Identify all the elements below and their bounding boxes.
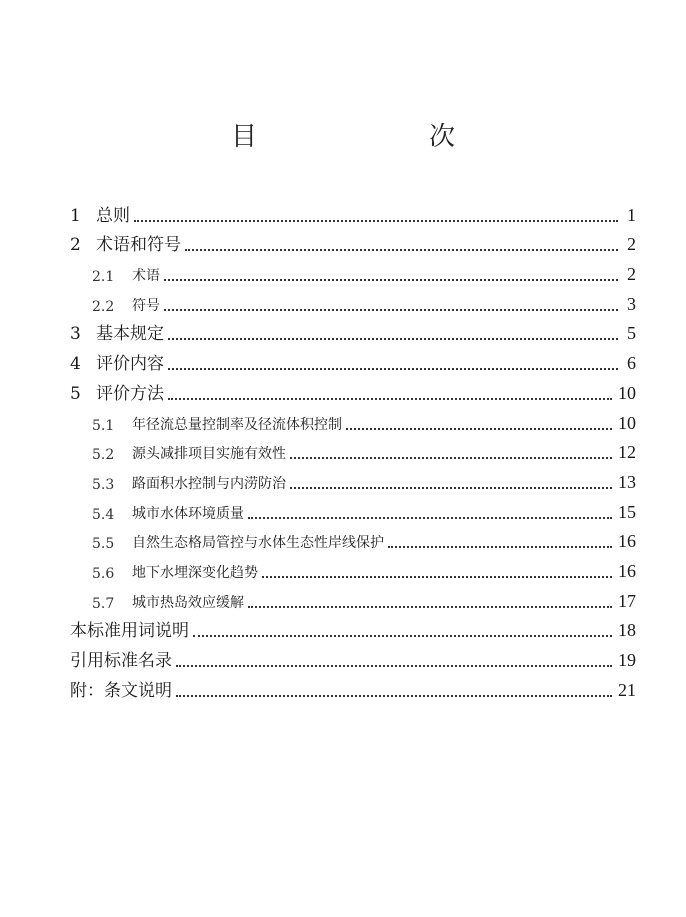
leader-dots	[176, 648, 612, 667]
toc-entry-page: 13	[618, 471, 636, 492]
toc-entry-number: 2	[70, 235, 81, 256]
leader-dots	[185, 232, 618, 251]
toc-entry-label: 城市水体环境质量	[132, 505, 244, 522]
leader-dots	[176, 678, 612, 697]
toc-entry-2-1[interactable]	[70, 255, 636, 285]
toc-entry-page: 15	[618, 501, 636, 522]
toc-entry-label: 评价内容	[96, 354, 164, 375]
toc-entry-page: 3	[627, 293, 636, 314]
toc-entry-page: 12	[618, 442, 636, 463]
toc-entry-number: 2.1	[92, 269, 115, 286]
toc-entry-number: 5.3	[92, 476, 115, 493]
toc-entry-label: 总则	[96, 205, 130, 226]
toc-entry-label: 符号	[132, 297, 160, 314]
toc-entry-page: 1	[627, 204, 636, 225]
page-title: 目 次	[230, 122, 495, 152]
toc-entry-label: 城市热岛效应缓解	[132, 594, 244, 611]
toc-entry-page: 2	[627, 234, 636, 255]
toc-entry-number: 5.5	[92, 536, 115, 553]
toc-entry-number: 3	[70, 324, 81, 345]
toc-entry-label: 评价方法	[96, 383, 164, 404]
leader-dots	[134, 203, 618, 222]
toc-entry-number: 5.7	[92, 595, 115, 612]
toc-entry-references[interactable]	[70, 641, 636, 671]
toc-entry-label: 地下水埋深变化趋势	[132, 564, 258, 581]
toc-entry-number: 5.4	[92, 506, 115, 523]
leader-dots	[168, 321, 618, 340]
toc-entry-4[interactable]	[70, 344, 636, 374]
toc-entry-number: 5.1	[92, 417, 115, 434]
leader-dots	[346, 414, 612, 430]
toc-entry-label: 引用标准名录	[70, 651, 172, 671]
toc-entry-label: 基本规定	[96, 324, 164, 345]
toc-entry-5[interactable]	[70, 374, 636, 404]
toc-entry-page: 6	[627, 353, 636, 374]
toc-entry-page: 18	[618, 620, 636, 641]
toc-entry-3[interactable]	[70, 315, 636, 345]
toc-entry-5-4[interactable]	[70, 493, 636, 523]
toc-entry-page: 17	[618, 590, 636, 611]
toc-entry-page: 5	[627, 323, 636, 344]
leader-dots	[193, 618, 612, 637]
toc-entry-label: 自然生态格局管控与水体生态性岸线保护	[132, 535, 384, 552]
leader-dots	[168, 381, 612, 400]
table-of-contents	[70, 196, 636, 701]
leader-dots	[168, 351, 618, 370]
toc-entry-wording[interactable]	[70, 612, 636, 642]
leader-dots	[164, 295, 618, 311]
leader-dots	[248, 592, 612, 608]
toc-entry-number: 5	[70, 383, 81, 404]
toc-entry-number: 5.6	[92, 565, 115, 582]
toc-entry-number: 4	[70, 354, 81, 375]
toc-entry-label: 本标准用词说明	[70, 621, 189, 642]
toc-entry-page: 16	[618, 560, 636, 581]
toc-entry-5-5[interactable]	[70, 523, 636, 553]
toc-entry-number: 5.2	[92, 447, 115, 464]
toc-entry-page: 19	[618, 650, 636, 670]
toc-entry-label: 年径流总量控制率及径流体积控制	[132, 416, 342, 433]
toc-entry-label: 附：条文说明	[70, 680, 172, 701]
toc-entry-page: 10	[618, 382, 636, 403]
toc-entry-page: 2	[627, 264, 636, 285]
toc-entry-1[interactable]	[70, 196, 636, 226]
toc-entry-page: 10	[618, 412, 636, 433]
toc-entry-5-6[interactable]	[70, 552, 636, 582]
toc-entry-label: 源头减排项目实施有效性	[132, 446, 286, 463]
leader-dots	[262, 562, 612, 578]
leader-dots	[164, 265, 618, 281]
toc-entry-number: 1	[70, 205, 81, 226]
toc-entry-number: 2.2	[92, 298, 115, 315]
leader-dots	[248, 503, 612, 519]
toc-entry-5-3[interactable]	[70, 463, 636, 493]
leader-dots	[388, 532, 612, 548]
toc-entry-label: 路面积水控制与内涝防治	[132, 475, 286, 492]
toc-entry-2[interactable]	[70, 226, 636, 256]
toc-entry-page: 16	[618, 531, 636, 552]
toc-entry-label: 术语	[132, 268, 160, 285]
toc-entry-5-1[interactable]	[70, 404, 636, 434]
leader-dots	[290, 443, 612, 459]
leader-dots	[290, 473, 612, 489]
toc-entry-5-7[interactable]	[70, 582, 636, 612]
toc-entry-2-2[interactable]	[70, 285, 636, 315]
toc-entry-page: 21	[618, 679, 636, 700]
toc-entry-label: 术语和符号	[96, 235, 181, 256]
toc-entry-appendix[interactable]	[70, 671, 636, 701]
toc-entry-5-2[interactable]	[70, 434, 636, 464]
